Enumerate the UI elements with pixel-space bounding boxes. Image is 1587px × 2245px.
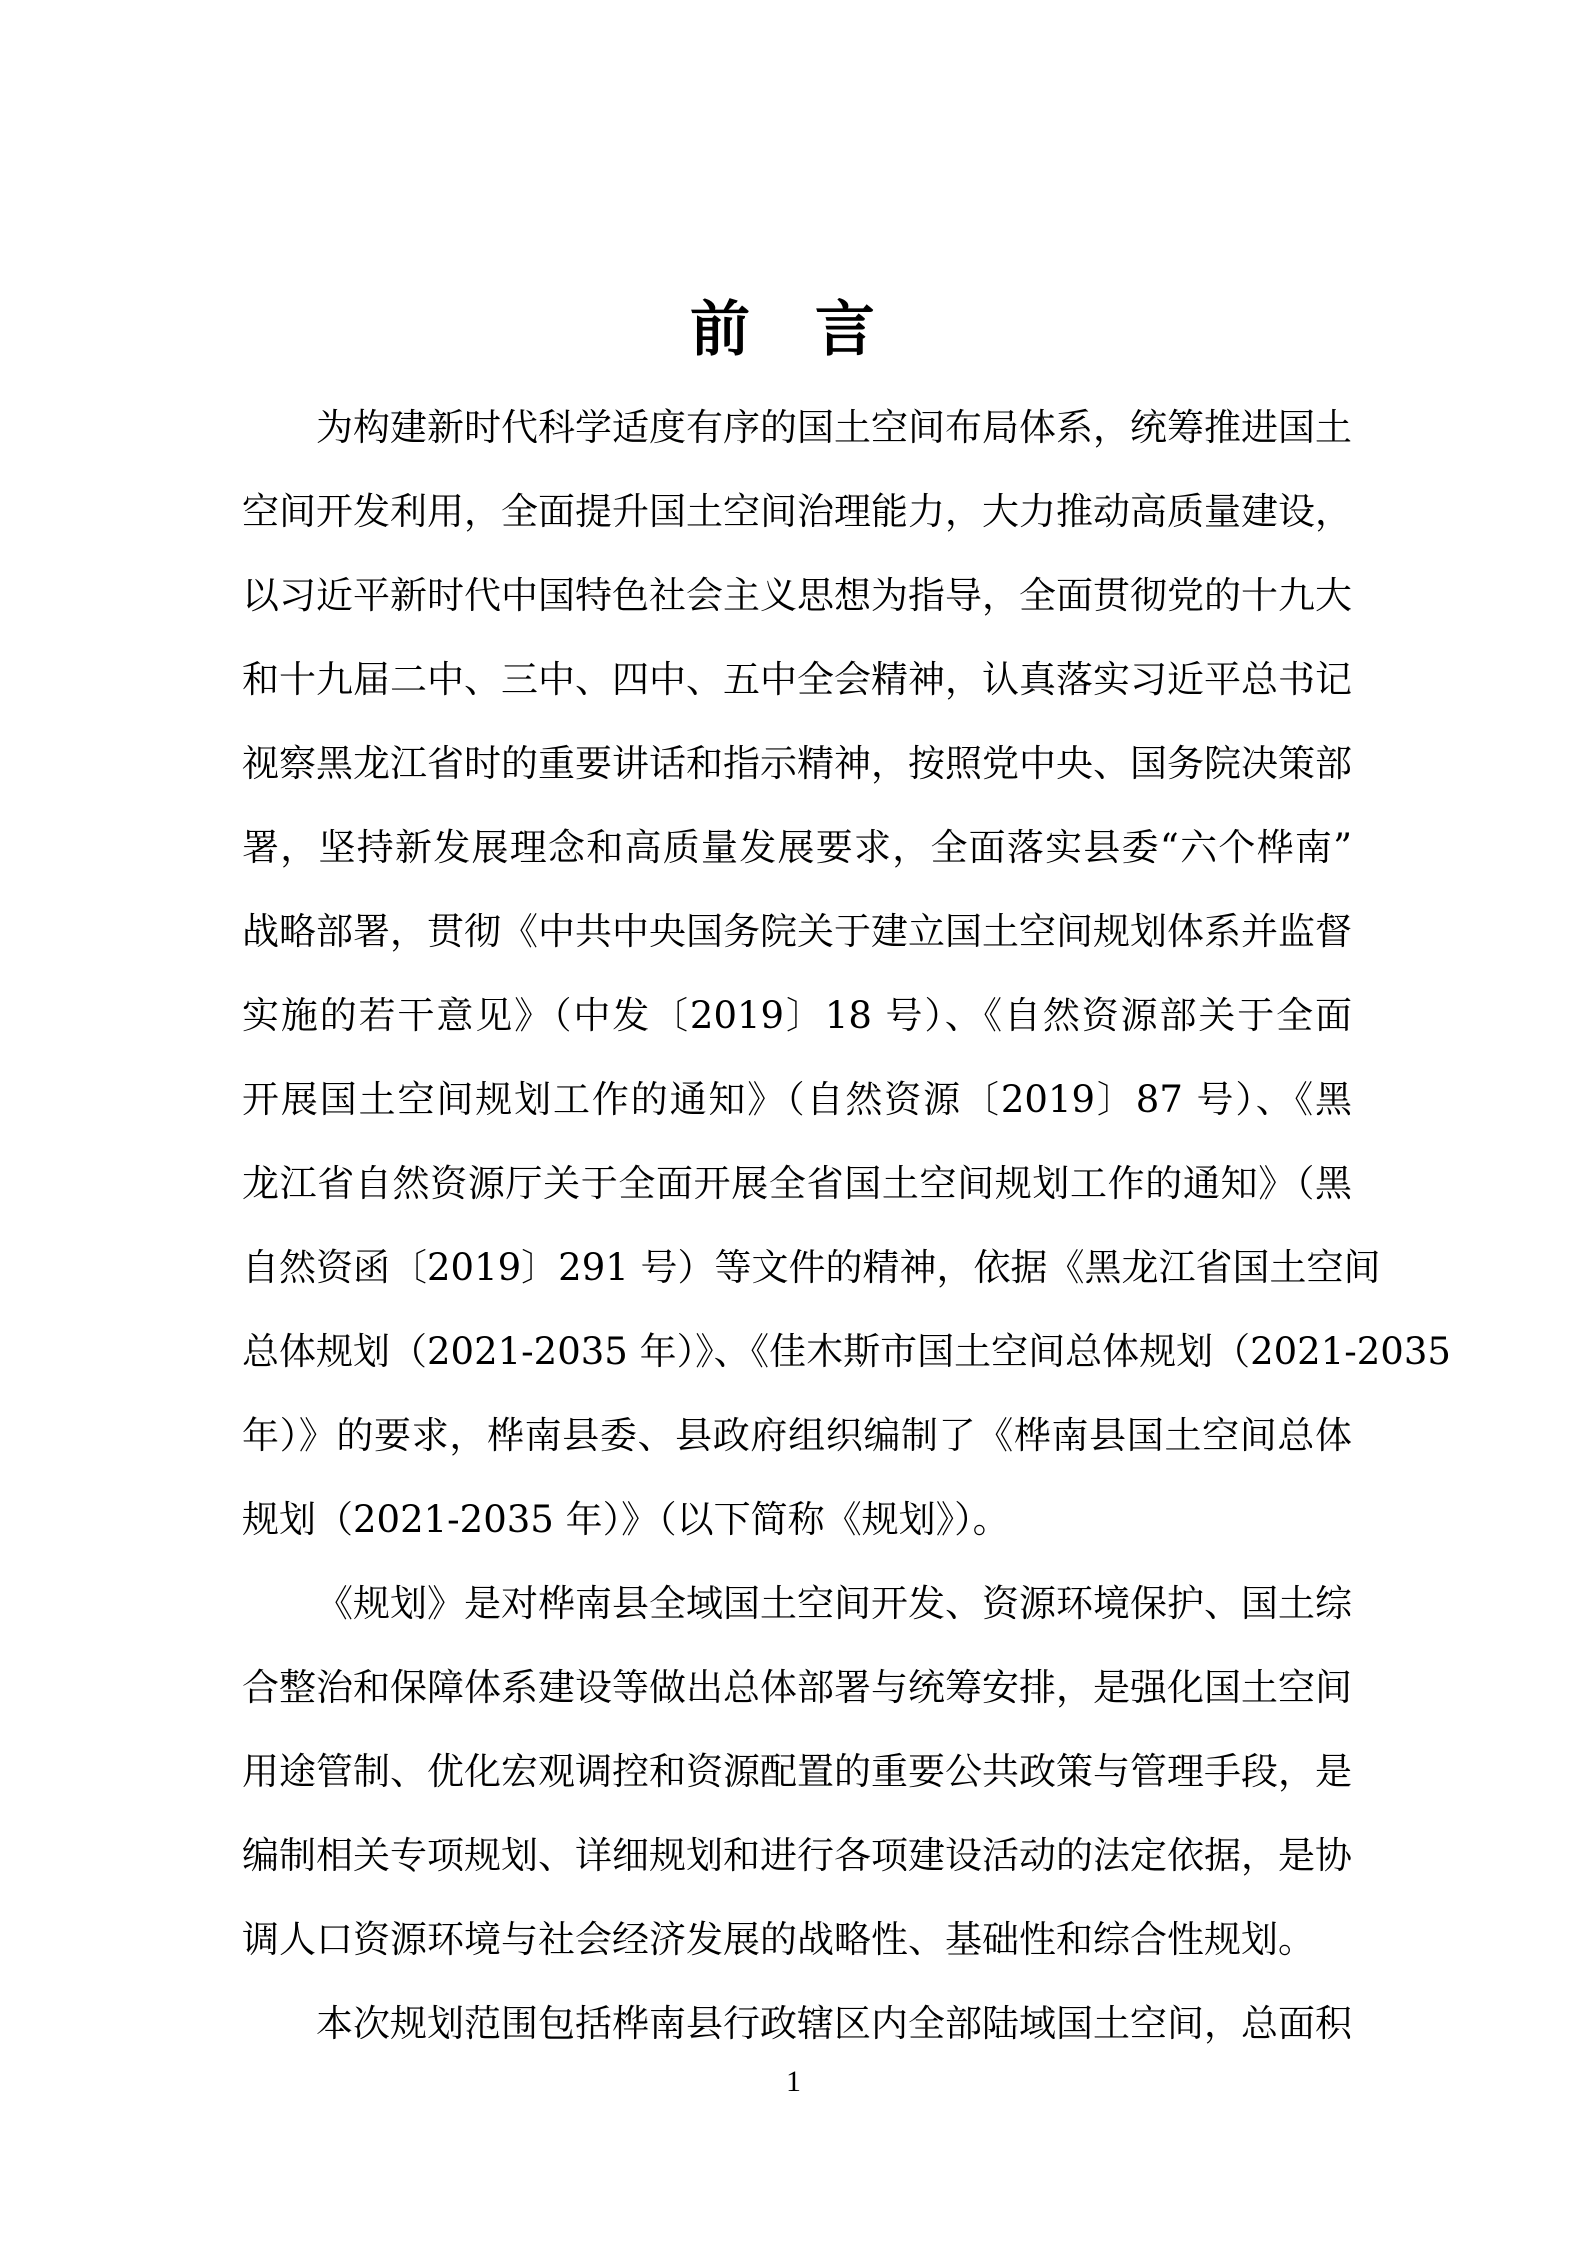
text-line: 为构建新时代科学适度有序的国土空间布局体系，统筹推进国土 bbox=[316, 406, 1352, 449]
text-line: 《规划》是对桦南县全域国土空间开发、资源环境保护、国土综 bbox=[316, 1582, 1352, 1625]
text-line: 编制相关专项规划、详细规划和进行各项建设活动的法定依据，是协 bbox=[242, 1834, 1352, 1877]
text-line: 和十九届二中、三中、四中、五中全会精神，认真落实习近平总书记 bbox=[242, 658, 1352, 701]
text-line: 署，坚持新发展理念和高质量发展要求，全面落实县委“六个桦南” bbox=[242, 826, 1352, 869]
text-line: 规划（2021-2035 年）》（以下简称《规划》）。 bbox=[242, 1498, 1010, 1541]
text-line: 年）》的要求，桦南县委、县政府组织编制了《桦南县国土空间总体 bbox=[242, 1414, 1352, 1457]
text-line: 总体规划（2021-2035 年）》、《佳木斯市国土空间总体规划（2021-2035 bbox=[242, 1330, 1451, 1373]
text-line: 以习近平新时代中国特色社会主义思想为指导，全面贯彻党的十九大 bbox=[242, 574, 1352, 617]
text-line: 龙江省自然资源厅关于全面开展全省国土空间规划工作的通知》（黑 bbox=[242, 1162, 1352, 1205]
page-title: 前 言 bbox=[690, 295, 897, 366]
text-line: 合整治和保障体系建设等做出总体部署与统筹安排，是强化国土空间 bbox=[242, 1666, 1352, 1709]
text-line: 实施的若干意见》（中发〔2019〕18 号）、《自然资源部关于全面 bbox=[242, 994, 1352, 1037]
text-line: 调人口资源环境与社会经济发展的战略性、基础性和综合性规划。 bbox=[242, 1918, 1315, 1961]
text-line: 自然资函〔2019〕291 号）等文件的精神，依据《黑龙江省国土空间 bbox=[242, 1246, 1381, 1289]
text-line: 空间开发利用，全面提升国土空间治理能力，大力推动高质量建设， bbox=[242, 490, 1352, 533]
body-text bbox=[242, 386, 1451, 2066]
text-line: 本次规划范围包括桦南县行政辖区内全部陆域国土空间，总面积 bbox=[316, 2002, 1352, 2045]
text-line: 视察黑龙江省时的重要讲话和指示精神，按照党中央、国务院决策部 bbox=[242, 742, 1352, 785]
page-number: 1 bbox=[786, 2065, 801, 2098]
text-line: 用途管制、优化宏观调控和资源配置的重要公共政策与管理手段，是 bbox=[242, 1750, 1352, 1793]
text-line: 战略部署，贯彻《中共中央国务院关于建立国土空间规划体系并监督 bbox=[242, 910, 1352, 953]
text-line: 开展国土空间规划工作的通知》（自然资源〔2019〕87 号）、《黑 bbox=[242, 1078, 1352, 1121]
